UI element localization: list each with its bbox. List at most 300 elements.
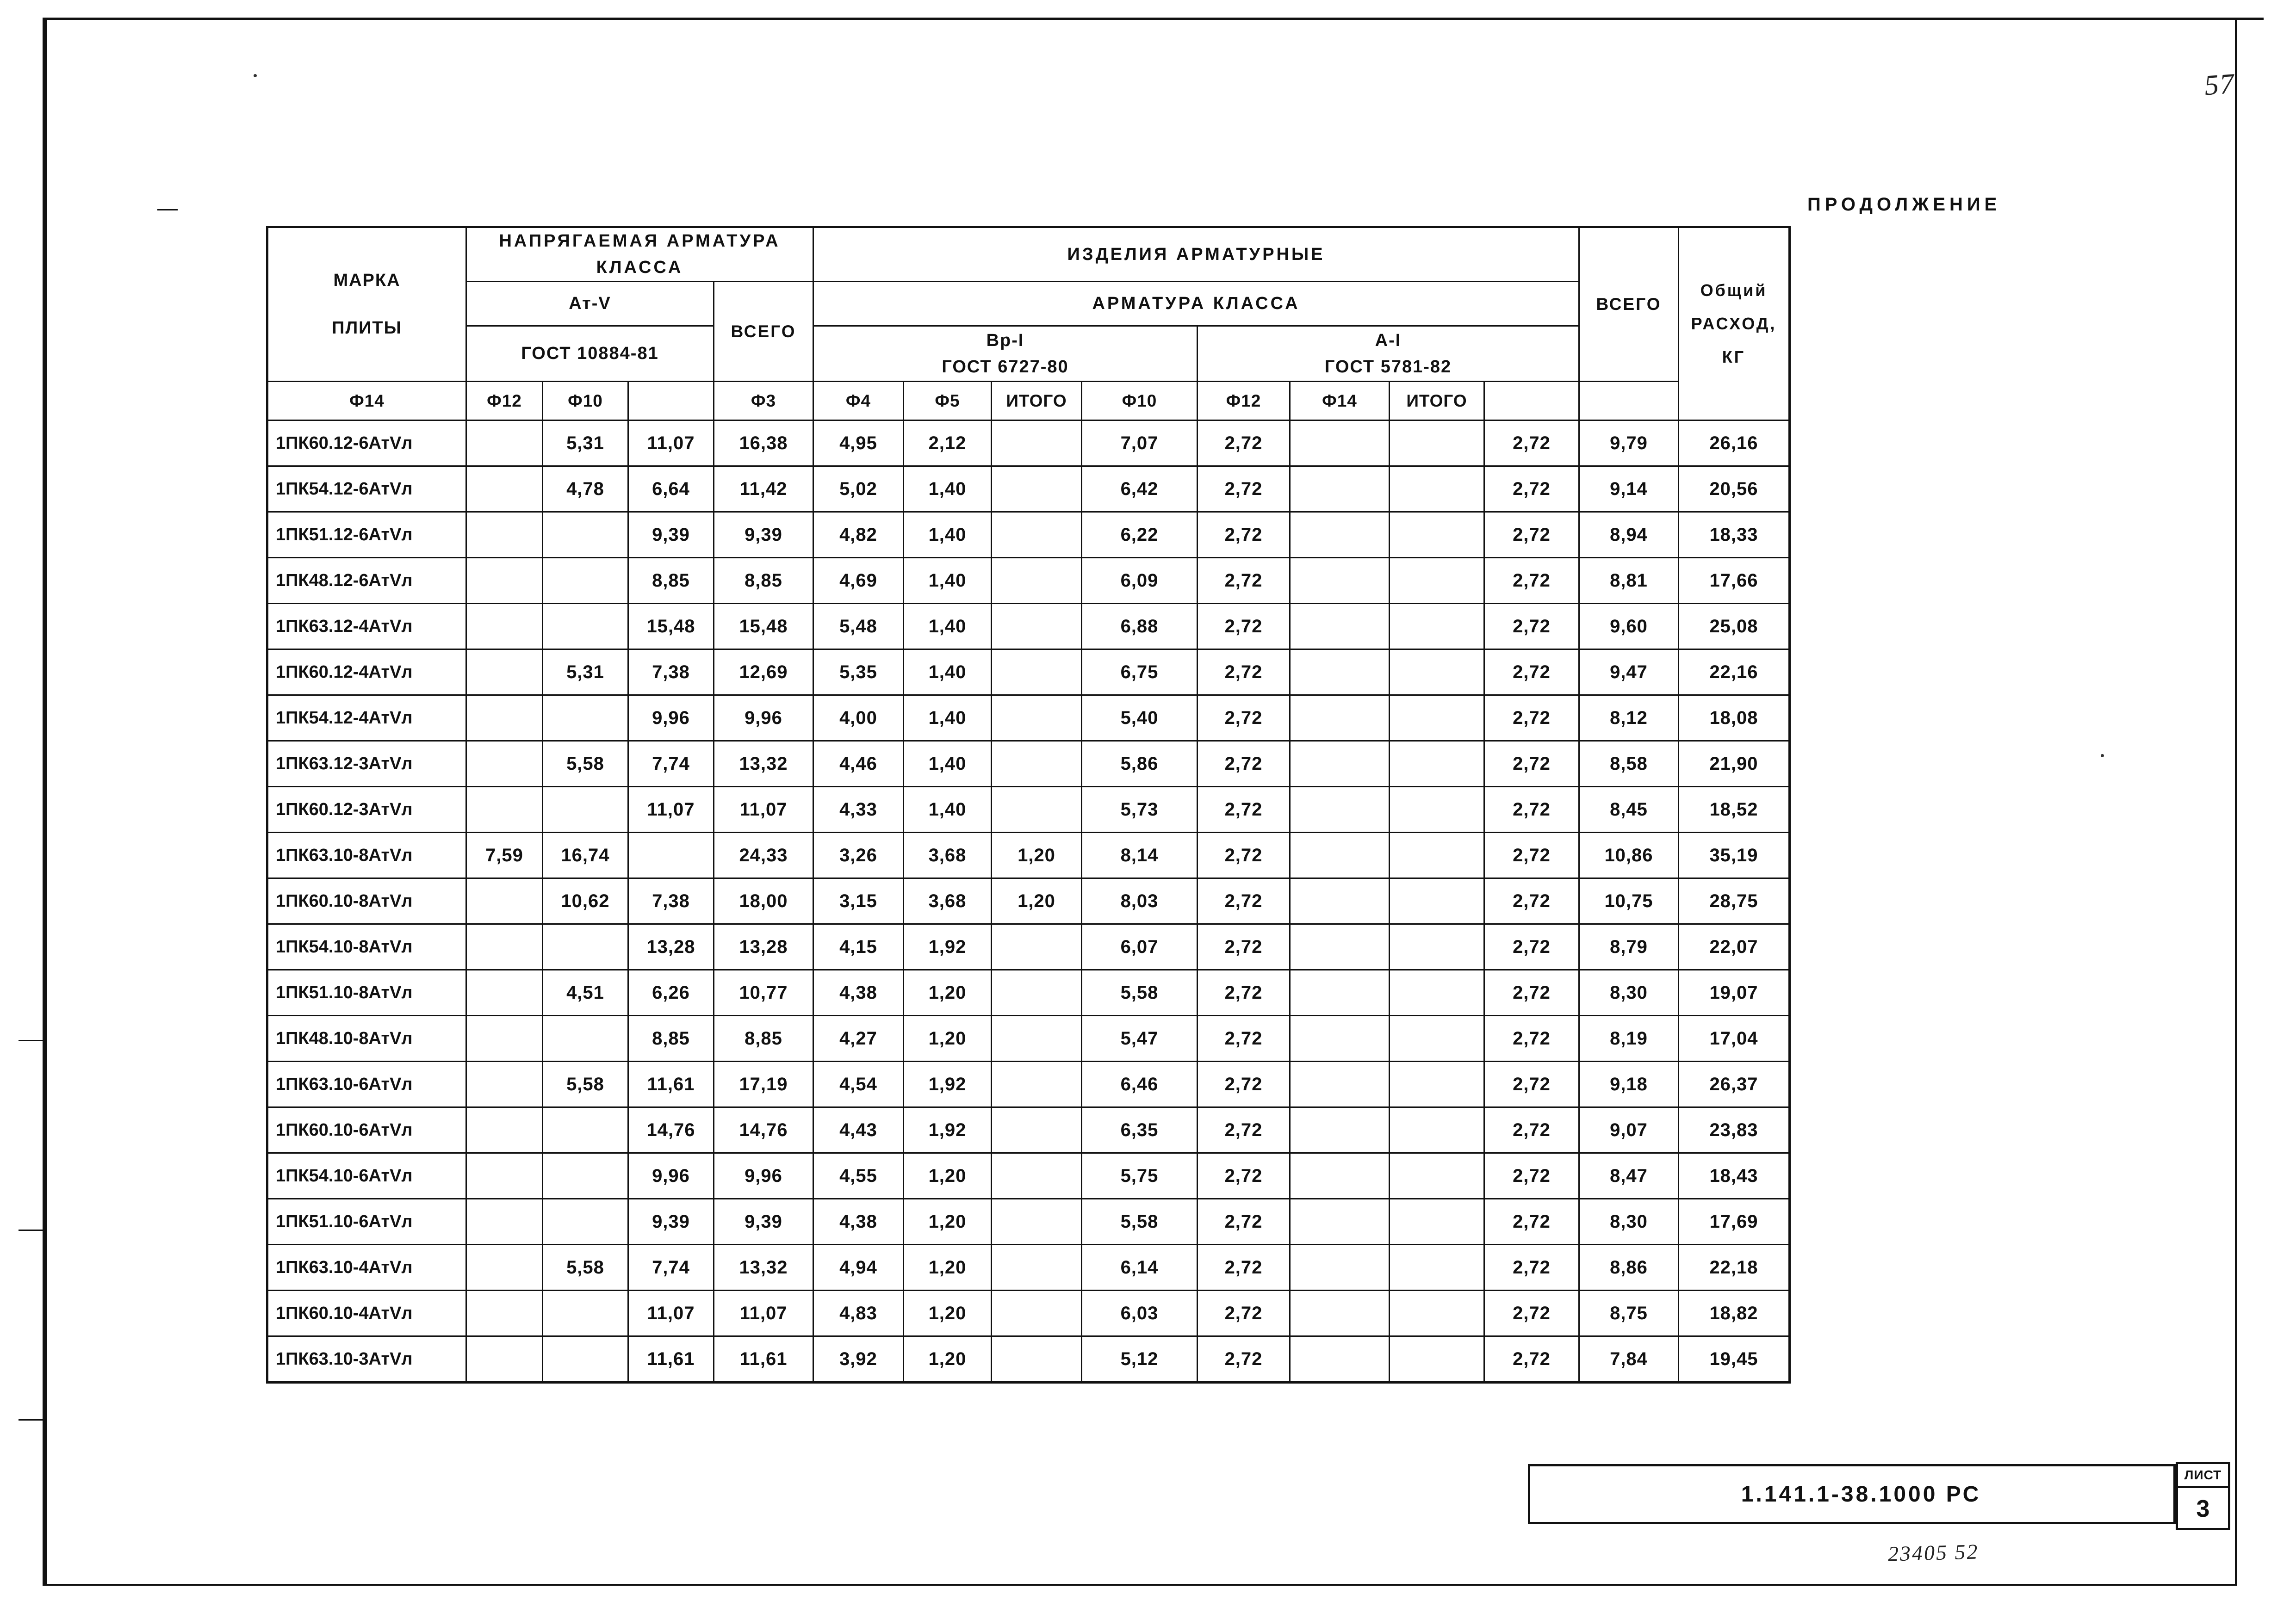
cell-diam-12-at5: 4,78: [543, 466, 628, 512]
cell-total-all: 8,81: [1579, 558, 1679, 604]
cell-diam-10-a1: 2,72: [1198, 420, 1290, 466]
cell-diam-14-a1: [1390, 1062, 1484, 1107]
cell-itogo-a1: 2,72: [1484, 1153, 1579, 1199]
cell-diam-3-bp1: 4,27: [813, 1016, 904, 1062]
cell-diam-10-a1: 2,72: [1198, 1291, 1290, 1336]
cell-diam-14-a1: [1390, 1153, 1484, 1199]
cell-diam-3-bp1: 5,35: [813, 649, 904, 695]
fold-tick-middle: [19, 1230, 45, 1231]
cell-total-prestressed: 12,69: [714, 649, 813, 695]
cell-diam-4-bp1: 1,40: [904, 512, 992, 558]
cell-total-prestressed: 11,42: [714, 466, 813, 512]
cell-grand-total: 18,82: [1679, 1291, 1790, 1336]
table-row: [267, 1291, 1790, 1336]
cell-total-prestressed: 9,39: [714, 1199, 813, 1245]
cell-total-all: 8,45: [1579, 787, 1679, 833]
cell-diam-10-a1: 2,72: [1198, 1062, 1290, 1107]
cell-diam-12-a1: [1290, 558, 1390, 604]
cell-diam-4-bp1: 2,12: [904, 420, 992, 466]
cell-plate-mark: 1ПК60.12-4АтVл: [267, 649, 466, 695]
cell-itogo-a1: 2,72: [1484, 1199, 1579, 1245]
cell-total-all: 9,14: [1579, 466, 1679, 512]
cell-diam-4-bp1: 1,92: [904, 1107, 992, 1153]
cell-total-all: 8,30: [1579, 1199, 1679, 1245]
header-itogo-a1: ИТОГО: [1390, 382, 1484, 420]
table-row: [267, 787, 1790, 833]
cell-diam-10-at5: 7,74: [628, 741, 714, 787]
drawing-border-bottom: [43, 1584, 2237, 1586]
cell-diam-5-bp1: [992, 1153, 1082, 1199]
cell-diam-10-at5: 15,48: [628, 604, 714, 649]
header-gost-bp1: ГОСТ 6727-80: [942, 357, 1069, 377]
table-row: [267, 924, 1790, 970]
cell-diam-10-a1: 2,72: [1198, 741, 1290, 787]
cell-plate-mark: 1ПК63.10-4АтVл: [267, 1245, 466, 1291]
header-diam-4-bp1: Ф4: [813, 382, 904, 420]
archive-stamp-number: 23405 52: [1887, 1539, 1980, 1566]
cell-diam-14-a1: [1390, 512, 1484, 558]
cell-itogo-bp1: 7,07: [1082, 420, 1198, 466]
cell-diam-4-bp1: 1,92: [904, 1062, 992, 1107]
table-row: [267, 1062, 1790, 1107]
cell-plate-mark: 1ПК60.10-6АтVл: [267, 1107, 466, 1153]
cell-itogo-a1: 2,72: [1484, 512, 1579, 558]
cell-diam-3-bp1: 3,92: [813, 1336, 904, 1383]
cell-grand-total: 18,33: [1679, 512, 1790, 558]
cell-total-all: 9,07: [1579, 1107, 1679, 1153]
cell-diam-12-at5: 5,31: [543, 420, 628, 466]
header-mark-plity: [267, 227, 466, 382]
cell-diam-4-bp1: 1,20: [904, 1016, 992, 1062]
cell-diam-5-bp1: [992, 512, 1082, 558]
header-grand-total: [1679, 227, 1790, 420]
cell-total-all: 7,84: [1579, 1336, 1679, 1383]
cell-plate-mark: 1ПК60.12-3АтVл: [267, 787, 466, 833]
document-code: 1.141.1-38.1000 РС: [1741, 1482, 1981, 1507]
cell-itogo-bp1: 5,47: [1082, 1016, 1198, 1062]
cell-total-all: 10,75: [1579, 878, 1679, 924]
table-row: [267, 466, 1790, 512]
cell-itogo-bp1: 5,75: [1082, 1153, 1198, 1199]
cell-total-all: 10,86: [1579, 833, 1679, 878]
header-diam-10-a1: Ф10: [1082, 382, 1198, 420]
cell-itogo-bp1: 6,07: [1082, 924, 1198, 970]
cell-plate-mark: 1ПК63.10-6АтVл: [267, 1062, 466, 1107]
cell-diam-3-bp1: 4,55: [813, 1153, 904, 1199]
cell-diam-12-a1: [1290, 512, 1390, 558]
table-row: [267, 604, 1790, 649]
cell-diam-14-at5: [466, 420, 543, 466]
cell-diam-10-at5: 9,39: [628, 1199, 714, 1245]
cell-total-all: 8,30: [1579, 970, 1679, 1016]
cell-diam-12-at5: 16,74: [543, 833, 628, 878]
cell-diam-3-bp1: 4,83: [813, 1291, 904, 1336]
header-total-all: ВСЕГО: [1579, 227, 1679, 382]
cell-total-all: 9,47: [1579, 649, 1679, 695]
cell-itogo-a1: 2,72: [1484, 1245, 1579, 1291]
cell-diam-4-bp1: 1,20: [904, 1336, 992, 1383]
cell-diam-14-a1: [1390, 558, 1484, 604]
cell-diam-12-a1: [1290, 878, 1390, 924]
cell-itogo-bp1: 6,75: [1082, 649, 1198, 695]
cell-diam-12-a1: [1290, 466, 1390, 512]
table-row: [267, 970, 1790, 1016]
table-row: [267, 1153, 1790, 1199]
cell-grand-total: 35,19: [1679, 833, 1790, 878]
title-block: [1528, 1464, 2176, 1524]
table-row: [267, 558, 1790, 604]
cell-grand-total: 17,04: [1679, 1016, 1790, 1062]
cell-diam-12-a1: [1290, 1291, 1390, 1336]
cell-diam-10-at5: 9,96: [628, 695, 714, 741]
cell-plate-mark: 1ПК63.10-8АтVл: [267, 833, 466, 878]
cell-diam-3-bp1: 4,69: [813, 558, 904, 604]
cell-grand-total: 26,16: [1679, 420, 1790, 466]
cell-diam-14-at5: [466, 1291, 543, 1336]
cell-diam-14-at5: [466, 970, 543, 1016]
table-row: [267, 512, 1790, 558]
cell-diam-12-at5: 4,51: [543, 970, 628, 1016]
cell-itogo-a1: 2,72: [1484, 1016, 1579, 1062]
cell-total-all: 9,79: [1579, 420, 1679, 466]
cell-diam-10-at5: 7,74: [628, 1245, 714, 1291]
header-spacer-total-all: [1484, 382, 1579, 420]
header-gost-a1: ГОСТ 5781-82: [1324, 357, 1452, 377]
cell-diam-5-bp1: [992, 420, 1082, 466]
cell-grand-total: 22,18: [1679, 1245, 1790, 1291]
header-diam-5-bp1: Ф5: [904, 382, 992, 420]
cell-diam-5-bp1: [992, 1336, 1082, 1383]
cell-itogo-a1: 2,72: [1484, 878, 1579, 924]
cell-diam-14-a1: [1390, 1245, 1484, 1291]
cell-total-all: 8,75: [1579, 1291, 1679, 1336]
table-row: [267, 649, 1790, 695]
cell-diam-10-at5: 13,28: [628, 924, 714, 970]
cell-diam-3-bp1: 4,94: [813, 1245, 904, 1291]
cell-diam-14-a1: [1390, 604, 1484, 649]
continuation-label: ПРОДОЛЖЕНИЕ: [1807, 194, 2001, 215]
header-class-a1: [1198, 326, 1579, 382]
header-mark-line1: МАРКА: [333, 271, 401, 290]
cell-itogo-bp1: 6,46: [1082, 1062, 1198, 1107]
cell-diam-12-a1: [1290, 787, 1390, 833]
cell-diam-14-at5: [466, 1062, 543, 1107]
cell-diam-10-a1: 2,72: [1198, 1107, 1290, 1153]
cell-diam-12-at5: [543, 512, 628, 558]
cell-total-all: 8,19: [1579, 1016, 1679, 1062]
header-total-prestressed: ВСЕГО: [714, 282, 813, 382]
cell-total-prestressed: 13,32: [714, 1245, 813, 1291]
cell-itogo-bp1: 5,40: [1082, 695, 1198, 741]
cell-diam-4-bp1: 1,20: [904, 1291, 992, 1336]
cell-diam-4-bp1: 1,20: [904, 970, 992, 1016]
cell-diam-12-at5: [543, 1336, 628, 1383]
cell-diam-14-a1: [1390, 1107, 1484, 1153]
cell-diam-14-at5: [466, 1245, 543, 1291]
cell-diam-12-at5: [543, 1291, 628, 1336]
cell-diam-14-at5: [466, 695, 543, 741]
header-diam-10-at5: Ф10: [543, 382, 628, 420]
cell-grand-total: 22,16: [1679, 649, 1790, 695]
cell-diam-3-bp1: 4,95: [813, 420, 904, 466]
cell-diam-3-bp1: 5,02: [813, 466, 904, 512]
cell-diam-14-at5: [466, 787, 543, 833]
cell-total-prestressed: 18,00: [714, 878, 813, 924]
cell-diam-5-bp1: [992, 604, 1082, 649]
header-group-products-line2: АРМАТУРА КЛАССА: [813, 282, 1579, 326]
header-gost-at5: ГОСТ 10884-81: [466, 326, 714, 382]
cell-diam-5-bp1: [992, 1199, 1082, 1245]
table-row: [267, 695, 1790, 741]
cell-diam-12-a1: [1290, 1016, 1390, 1062]
cell-diam-14-at5: 7,59: [466, 833, 543, 878]
cell-diam-14-a1: [1390, 878, 1484, 924]
table-row: [267, 1016, 1790, 1062]
cell-grand-total: 20,56: [1679, 466, 1790, 512]
cell-diam-12-at5: [543, 787, 628, 833]
cell-diam-10-a1: 2,72: [1198, 878, 1290, 924]
cell-diam-10-a1: 2,72: [1198, 558, 1290, 604]
cell-diam-14-a1: [1390, 970, 1484, 1016]
cell-diam-10-a1: 2,72: [1198, 466, 1290, 512]
cell-diam-12-at5: 5,58: [543, 1062, 628, 1107]
cell-itogo-a1: 2,72: [1484, 420, 1579, 466]
cell-diam-12-at5: 5,58: [543, 741, 628, 787]
cell-diam-14-a1: [1390, 1199, 1484, 1245]
cell-diam-10-at5: 8,85: [628, 558, 714, 604]
cell-diam-12-a1: [1290, 1062, 1390, 1107]
cell-diam-14-a1: [1390, 1291, 1484, 1336]
header-grand-line1: Общий: [1700, 281, 1768, 300]
header-group-prestressed: [466, 227, 813, 282]
cell-itogo-bp1: 8,03: [1082, 878, 1198, 924]
cell-diam-14-a1: [1390, 787, 1484, 833]
cell-grand-total: 21,90: [1679, 741, 1790, 787]
cell-grand-total: 18,52: [1679, 787, 1790, 833]
cell-diam-10-a1: 2,72: [1198, 924, 1290, 970]
header-group-prestressed-line2: КЛАССА: [596, 258, 683, 277]
header-group-prestressed-line1: НАПРЯГАЕМАЯ АРМАТУРА: [499, 231, 781, 251]
cell-diam-10-at5: 6,64: [628, 466, 714, 512]
cell-diam-10-at5: 11,07: [628, 1291, 714, 1336]
cell-plate-mark: 1ПК51.10-6АтVл: [267, 1199, 466, 1245]
cell-diam-5-bp1: [992, 924, 1082, 970]
cell-itogo-a1: 2,72: [1484, 970, 1579, 1016]
cell-itogo-a1: 2,72: [1484, 1336, 1579, 1383]
cell-diam-10-at5: 8,85: [628, 1016, 714, 1062]
cell-grand-total: 17,69: [1679, 1199, 1790, 1245]
cell-diam-12-a1: [1290, 1153, 1390, 1199]
cell-diam-5-bp1: [992, 970, 1082, 1016]
cell-total-all: 8,47: [1579, 1153, 1679, 1199]
cell-itogo-bp1: 6,03: [1082, 1291, 1198, 1336]
cell-diam-14-at5: [466, 649, 543, 695]
cell-plate-mark: 1ПК54.10-6АтVл: [267, 1153, 466, 1199]
cell-itogo-a1: 2,72: [1484, 741, 1579, 787]
cell-diam-10-a1: 2,72: [1198, 695, 1290, 741]
scan-speck: [2101, 754, 2104, 757]
cell-grand-total: 19,45: [1679, 1336, 1790, 1383]
cell-plate-mark: 1ПК48.12-6АтVл: [267, 558, 466, 604]
cell-itogo-a1: 2,72: [1484, 833, 1579, 878]
scan-speck: [254, 74, 257, 77]
cell-diam-10-a1: 2,72: [1198, 1245, 1290, 1291]
cell-diam-14-at5: [466, 878, 543, 924]
table-row: [267, 420, 1790, 466]
cell-plate-mark: 1ПК60.12-6АтVл: [267, 420, 466, 466]
cell-grand-total: 18,43: [1679, 1153, 1790, 1199]
cell-total-all: 8,12: [1579, 695, 1679, 741]
cell-grand-total: 28,75: [1679, 878, 1790, 924]
cell-itogo-a1: 2,72: [1484, 1107, 1579, 1153]
cell-diam-12-at5: [543, 1107, 628, 1153]
cell-total-prestressed: 9,96: [714, 1153, 813, 1199]
cell-itogo-a1: 2,72: [1484, 558, 1579, 604]
cell-grand-total: 25,08: [1679, 604, 1790, 649]
cell-diam-12-at5: [543, 924, 628, 970]
cell-diam-10-a1: 2,72: [1198, 833, 1290, 878]
cell-diam-14-a1: [1390, 1336, 1484, 1383]
cell-itogo-bp1: 5,58: [1082, 1199, 1198, 1245]
cell-total-prestressed: 9,39: [714, 512, 813, 558]
cell-diam-14-at5: [466, 512, 543, 558]
cell-diam-3-bp1: 4,38: [813, 970, 904, 1016]
cell-total-prestressed: 13,28: [714, 924, 813, 970]
cell-diam-12-at5: [543, 695, 628, 741]
cell-diam-10-a1: 2,72: [1198, 1199, 1290, 1245]
cell-diam-10-a1: 2,72: [1198, 970, 1290, 1016]
cell-diam-10-a1: 2,72: [1198, 604, 1290, 649]
table-row: [267, 1245, 1790, 1291]
cell-itogo-a1: 2,72: [1484, 649, 1579, 695]
cell-itogo-bp1: 5,73: [1082, 787, 1198, 833]
fold-tick-upper: [19, 1040, 45, 1041]
cell-diam-14-a1: [1390, 649, 1484, 695]
table-row: [267, 1336, 1790, 1383]
cell-diam-14-at5: [466, 1336, 543, 1383]
cell-diam-4-bp1: 1,40: [904, 695, 992, 741]
cell-diam-3-bp1: 4,46: [813, 741, 904, 787]
cell-diam-10-at5: 11,61: [628, 1062, 714, 1107]
sheet-label: ЛИСТ: [2178, 1464, 2228, 1488]
cell-diam-4-bp1: 1,40: [904, 558, 992, 604]
cell-diam-14-a1: [1390, 466, 1484, 512]
cell-diam-5-bp1: 1,20: [992, 833, 1082, 878]
cell-diam-12-a1: [1290, 420, 1390, 466]
cell-total-prestressed: 15,48: [714, 604, 813, 649]
cell-grand-total: 23,83: [1679, 1107, 1790, 1153]
cell-total-prestressed: 16,38: [714, 420, 813, 466]
margin-dash-mark: [157, 209, 178, 210]
cell-diam-3-bp1: 4,33: [813, 787, 904, 833]
cell-total-prestressed: 17,19: [714, 1062, 813, 1107]
cell-diam-12-a1: [1290, 695, 1390, 741]
cell-plate-mark: 1ПК51.12-6АтVл: [267, 512, 466, 558]
table-row: [267, 833, 1790, 878]
table-row: [267, 878, 1790, 924]
cell-itogo-bp1: 8,14: [1082, 833, 1198, 878]
cell-itogo-a1: 2,72: [1484, 1291, 1579, 1336]
drawing-border-right: [2235, 18, 2237, 1586]
header-diam-14-at5: Ф14: [267, 382, 466, 420]
header-spacer-total-prestressed: [628, 382, 714, 420]
cell-diam-12-a1: [1290, 1199, 1390, 1245]
cell-diam-12-a1: [1290, 741, 1390, 787]
cell-plate-mark: 1ПК51.10-8АтVл: [267, 970, 466, 1016]
cell-diam-12-a1: [1290, 833, 1390, 878]
cell-total-all: 8,58: [1579, 741, 1679, 787]
cell-grand-total: 22,07: [1679, 924, 1790, 970]
cell-diam-4-bp1: 3,68: [904, 878, 992, 924]
cell-total-all: 9,60: [1579, 604, 1679, 649]
cell-total-prestressed: 11,61: [714, 1336, 813, 1383]
cell-diam-5-bp1: [992, 466, 1082, 512]
cell-diam-10-a1: 2,72: [1198, 1336, 1290, 1383]
table-row: [267, 1199, 1790, 1245]
header-class-at5: Ат-V: [466, 282, 714, 326]
cell-diam-12-at5: [543, 1016, 628, 1062]
cell-diam-12-a1: [1290, 1107, 1390, 1153]
cell-plate-mark: 1ПК54.12-4АтVл: [267, 695, 466, 741]
cell-diam-3-bp1: 3,15: [813, 878, 904, 924]
cell-diam-10-at5: 6,26: [628, 970, 714, 1016]
cell-diam-12-at5: [543, 1199, 628, 1245]
cell-diam-10-at5: 7,38: [628, 878, 714, 924]
cell-diam-10-a1: 2,72: [1198, 787, 1290, 833]
cell-diam-14-a1: [1390, 420, 1484, 466]
cell-diam-10-at5: 11,61: [628, 1336, 714, 1383]
header-class-a1-label: А-I: [1375, 330, 1402, 350]
cell-diam-12-a1: [1290, 1336, 1390, 1383]
cell-diam-14-at5: [466, 604, 543, 649]
cell-total-prestressed: 24,33: [714, 833, 813, 878]
header-mark-line2: ПЛИТЫ: [332, 318, 402, 338]
cell-diam-10-a1: 2,72: [1198, 512, 1290, 558]
header-class-bp1: [813, 326, 1198, 382]
cell-diam-14-at5: [466, 741, 543, 787]
cell-diam-4-bp1: 1,20: [904, 1245, 992, 1291]
cell-diam-12-a1: [1290, 924, 1390, 970]
cell-diam-14-at5: [466, 1199, 543, 1245]
cell-total-all: 9,18: [1579, 1062, 1679, 1107]
cell-diam-4-bp1: 1,40: [904, 604, 992, 649]
cell-total-all: 8,79: [1579, 924, 1679, 970]
cell-diam-10-at5: [628, 833, 714, 878]
fold-tick-lower: [19, 1419, 45, 1421]
cell-diam-5-bp1: [992, 1291, 1082, 1336]
cell-diam-12-at5: 10,62: [543, 878, 628, 924]
header-diam-14-a1: Ф14: [1290, 382, 1390, 420]
cell-plate-mark: 1ПК54.12-6АтVл: [267, 466, 466, 512]
cell-diam-5-bp1: [992, 1062, 1082, 1107]
header-diam-12-at5: Ф12: [466, 382, 543, 420]
cell-itogo-bp1: 6,09: [1082, 558, 1198, 604]
cell-diam-14-at5: [466, 558, 543, 604]
cell-diam-5-bp1: 1,20: [992, 878, 1082, 924]
cell-diam-12-at5: [543, 1153, 628, 1199]
cell-diam-3-bp1: 3,26: [813, 833, 904, 878]
cell-diam-5-bp1: [992, 695, 1082, 741]
cell-total-prestressed: 9,96: [714, 695, 813, 741]
cell-diam-3-bp1: 4,54: [813, 1062, 904, 1107]
cell-itogo-bp1: 6,22: [1082, 512, 1198, 558]
cell-diam-3-bp1: 4,82: [813, 512, 904, 558]
cell-diam-4-bp1: 1,40: [904, 649, 992, 695]
cell-diam-4-bp1: 1,20: [904, 1153, 992, 1199]
cell-diam-12-at5: 5,31: [543, 649, 628, 695]
table-row: [267, 741, 1790, 787]
cell-total-prestressed: 13,32: [714, 741, 813, 787]
